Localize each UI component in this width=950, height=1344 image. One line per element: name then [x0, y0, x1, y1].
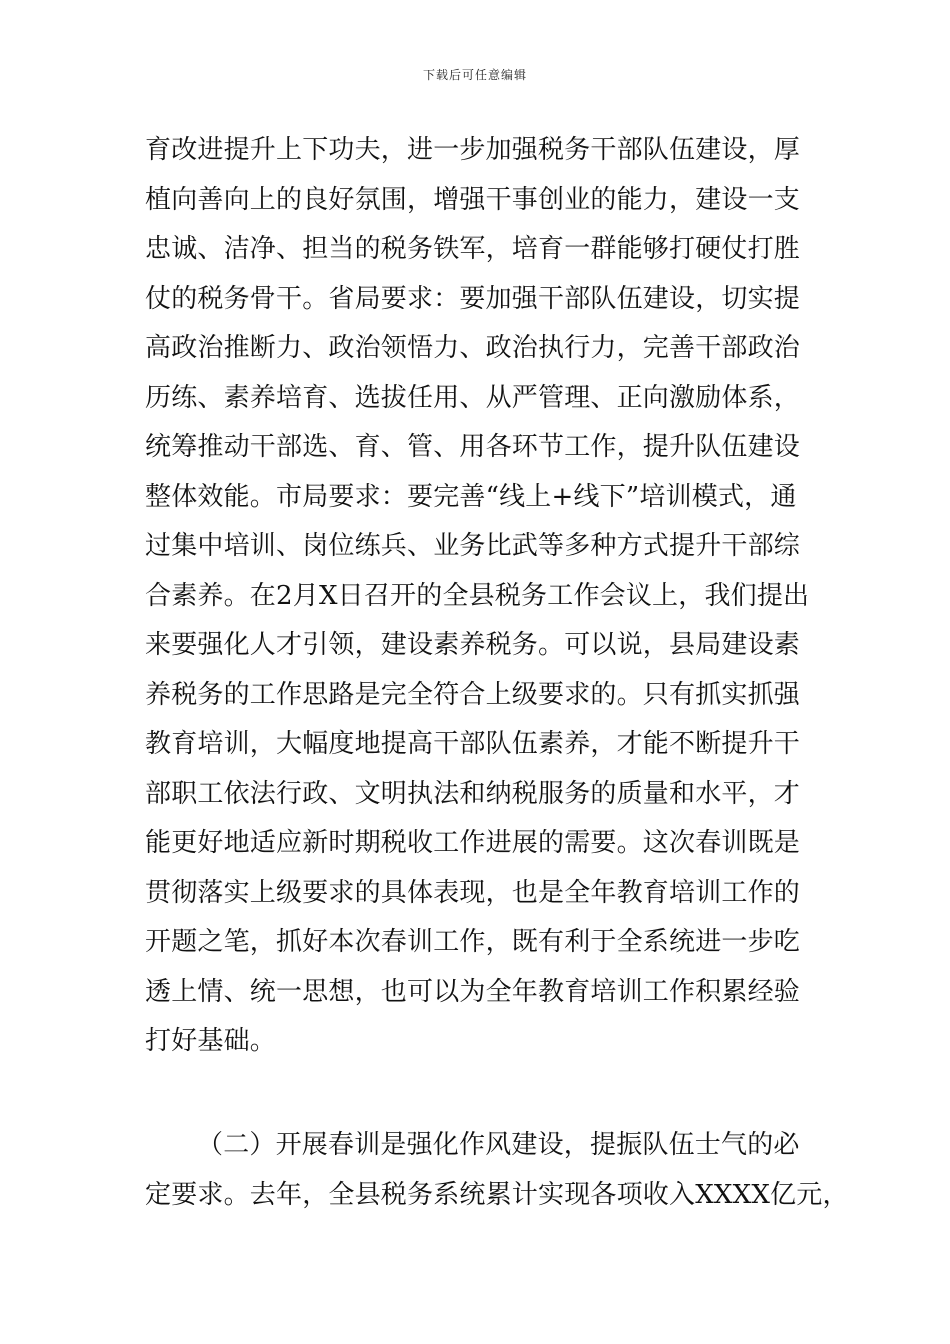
paragraph-1-line: 忠诚、洁净、担当的税务铁军，培育一群能够打硬仗打胜	[145, 234, 801, 264]
paragraph-1-line: 植向善向上的良好氛围，增强干事创业的能力，建设一支	[145, 184, 801, 215]
paragraph-1-line: 统筹推动干部选、育、管、用各环节工作，提升队伍建设	[145, 432, 801, 462]
paragraph-1-line: 来要强化人才引领，建设素养税务。可以说，县局建设素	[145, 630, 801, 660]
paragraph-1-line: 养税务的工作思路是完全符合上级要求的。只有抓实抓强	[145, 679, 801, 710]
paragraph-2-line: （二）开展春训是强化作风建设，提振队伍士气的必	[197, 1130, 800, 1160]
paragraph-1-line: 整体效能。市局要求：要完善“线上+线下”培训模式，通	[145, 481, 797, 512]
paragraph-1-line: 透上情、统一思想，也可以为全年教育培训工作积累经验	[145, 976, 801, 1007]
paragraph-1-line: 贯彻落实上级要求的具体表现，也是全年教育培训工作的	[145, 877, 801, 908]
paragraph-1-line: 过集中培训、岗位练兵、业务比武等多种方式提升干部综	[145, 531, 801, 561]
paragraph-1-line: 部职工依法行政、文明执法和纳税服务的质量和水平，才	[145, 778, 801, 809]
page-header-note: 下载后可任意编辑	[422, 68, 527, 82]
paragraph-1-line: 打好基础。	[145, 1026, 277, 1056]
paragraph-1-line: 育改进提升上下功夫，进一步加强税务干部队伍建设，厚	[145, 135, 801, 165]
paragraph-1-line: 历练、素养培育、选拔任用、从严管理、正向激励体系，	[145, 382, 801, 413]
paragraph-1-line: 高政治推断力、政治领悟力、政治执行力，完善干部政治	[145, 333, 801, 363]
paragraph-1-line: 能更好地适应新时期税收工作进展的需要。这次春训既是	[145, 828, 801, 858]
paragraph-1-line: 仗的税务骨干。省局要求：要加强干部队伍建设，切实提	[145, 283, 801, 314]
paragraph-1-line: 开题之笔，抓好本次春训工作，既有利于全系统进一步吃	[145, 927, 801, 957]
paragraph-1-line: 合素养。在2月X日召开的全县税务工作会议上，我们提出	[145, 580, 810, 611]
paragraph-2-line: 定要求。去年，全县税务系统累计实现各项收入XXXX亿元，	[145, 1179, 849, 1210]
paragraph-1-line: 教育培训，大幅度地提高干部队伍素养，才能不断提升干	[145, 729, 801, 759]
